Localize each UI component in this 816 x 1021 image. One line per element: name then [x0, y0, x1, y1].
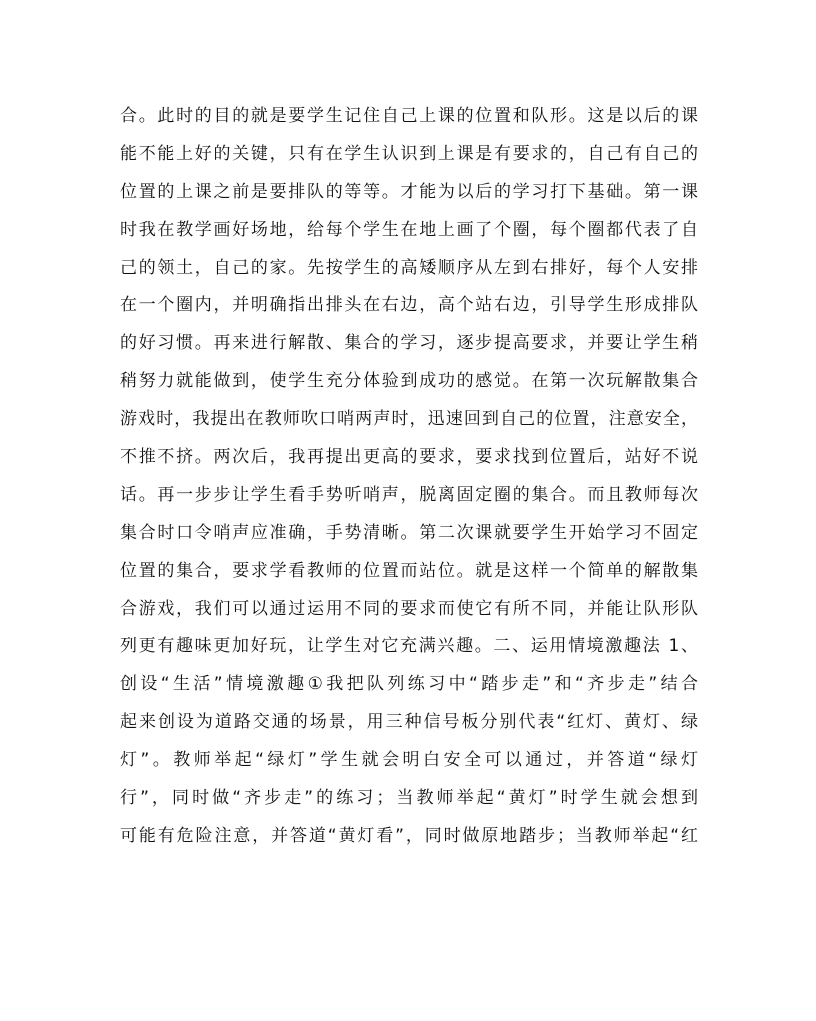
text-line: 的好习惯。再来进行解散、集合的学习，逐步提高要求，并要让学生稍 [120, 333, 698, 354]
text-line: 起来创设为道路交通的场景，用三种信号板分别代表“红灯、黄灯、绿 [120, 712, 698, 733]
text-line: 列更有趣味更加好玩，让学生对它充满兴趣。二、运用情境激趣法 1、 [120, 636, 698, 657]
text-line: 位置的集合，要求学看教师的位置而站位。就是这样一个简单的解散集 [120, 560, 698, 581]
text-line: 行”，同时做“齐步走”的练习；当教师举起“黄灯”时学生就会想到 [120, 788, 698, 809]
text-line: 游戏时，我提出在教师吹口哨两声时，迅速回到自己的位置，注意安全， [120, 409, 698, 430]
text-line: 创设“生活”情境激趣①我把队列练习中“踏步走”和“齐步走”结合 [120, 674, 698, 695]
text-line: 位置的上课之前是要排队的等等。才能为以后的学习打下基础。第一课 [120, 181, 698, 202]
text-line: 集合时口令哨声应准确，手势清晰。第二次课就要学生开始学习不固定 [120, 522, 698, 543]
text-line: 灯”。教师举起“绿灯”学生就会明白安全可以通过，并答道“绿灯 [120, 750, 698, 771]
text-line: 可能有危险注意，并答道“黄灯看”，同时做原地踏步；当教师举起“红 [120, 825, 698, 846]
text-line: 在一个圈内，并明确指出排头在右边，高个站右边，引导学生形成排队 [120, 295, 698, 316]
text-line: 合。此时的目的就是要学生记住自己上课的位置和队形。这是以后的课 [120, 106, 698, 126]
text-line: 合游戏，我们可以通过运用不同的要求而使它有所不同，并能让队形队 [120, 598, 698, 619]
text-line: 不推不挤。两次后，我再提出更高的要求，要求找到位置后，站好不说 [120, 447, 698, 468]
text-line: 话。再一步步让学生看手势听哨声，脱离固定圈的集合。而且教师每次 [120, 484, 698, 505]
text-line: 时我在教学画好场地，给每个学生在地上画了个圈，每个圈都代表了自 [120, 219, 698, 240]
text-line: 稍努力就能做到，使学生充分体验到成功的感觉。在第一次玩解散集合 [120, 371, 698, 392]
body-text [120, 98, 698, 856]
text-line: 己的领土，自己的家。先按学生的高矮顺序从左到右排好，每个人安排 [120, 257, 698, 278]
text-line: 能不能上好的关键，只有在学生认识到上课是有要求的，自己有自己的 [120, 143, 698, 164]
